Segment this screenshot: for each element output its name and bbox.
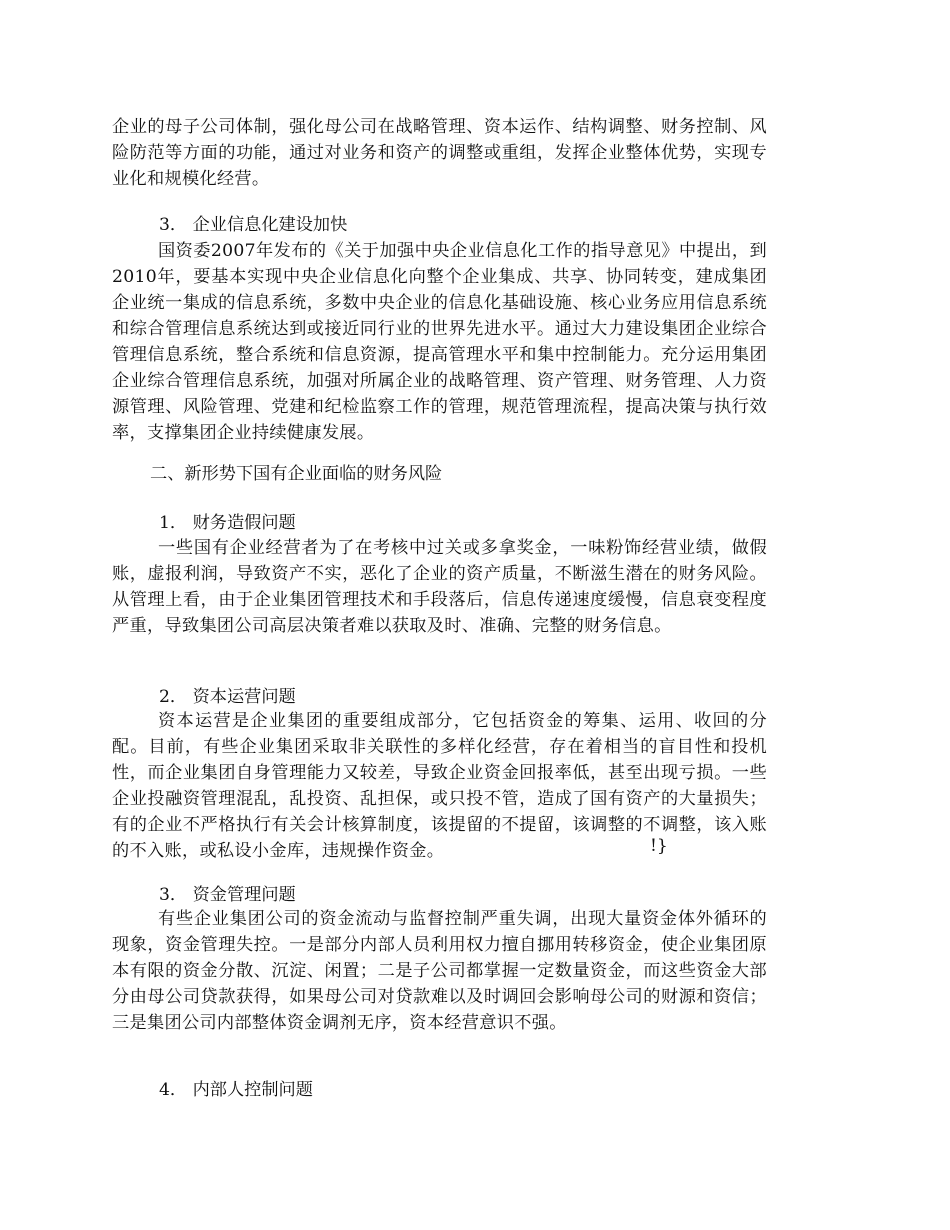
paragraph-financial-fraud: 一些国有企业经营者为了在考核中过关或多拿奖金，一味粉饰经营业绩，做假账，虚报利润，导致资产不实，恶化了企业的资产质量，不断滋生潜在的财务风险。从管理上看，由于企业集团管理技术和手段落后，信息传递速度缓慢，信息衰变程度严重，导致集团公司高层决策者难以获取及时、准确、完整的财务信息。 [112, 538, 767, 636]
heading-financial-fraud: 1． 财务造假问题 [159, 513, 296, 533]
heading-informatization: 3． 企业信息化建设加快 [159, 215, 348, 235]
heading-capital-operation: 2． 资本运营问题 [159, 687, 296, 707]
paragraph-parent-company: 企业的母子公司体制，强化母公司在战略管理、资本运作、结构调整、财务控制、风险防范等方面的功能，通过对业务和资产的调整或重组，发挥企业整体优势，实现专业化和规模化经营。 [112, 117, 767, 189]
heading-funds-management: 3． 资金管理问题 [159, 885, 296, 905]
paragraph-funds-management: 有些企业集团公司的资金流动与监督控制严重失调，出现大量资金体外循环的现象，资金管理失控。一是部分内部人员利用权力擅自挪用转移资金，使企业集团原本有限的资金分散、沉淀、闲置；二是子公司都掌握一定数量资金，而这些资金大部分由母公司贷款获得，如果母公司对贷款难以及时调回会影响母公司的财源和资信；三是集团公司内部整体资金调剂无序，资本经营意识不强。 [112, 909, 767, 1033]
paragraph-capital-operation: 资本运营是企业集团的重要组成部分，它包括资金的筹集、运用、收回的分配。目前，有些企业集团采取非关联性的多样化经营，存在着相当的盲目性和投机性，而企业集团自身管理能力又较差，导致企业资金回报率低，甚至出现亏损。一些企业投融资管理混乱，乱投资、乱担保，或只投不管，造成了国有资产的大量损失；有的企业不严格执行有关会计核算制度，该提留的不提留，该调整的不调整，该入账的不入账，或私设小金库，违规操作资金。 [112, 711, 767, 861]
paragraph-informatization: 国资委2007年发布的《关于加强中央企业信息化工作的指导意见》中提出，到2010年，要基本实现中央企业信息化向整个企业集成、共享、协同转变，建成集团企业统一集成的信息系统，多数中央企业的信息化基础设施、核心业务应用信息系统和综合管理信息系统达到或接近同行业的世界先进水平。通过大力建设集团企业综合管理信息系统，整合系统和信息资源，提高管理水平和集中控制能力。充分运用集团企业综合管理信息系统，加强对所属企业的战略管理、资产管理、财务管理、人力资源管理、风险管理、党建和纪检监察工作的管理，规范管理流程，提高决策与执行效率，支撑集团企业持续健康发展。 [112, 241, 767, 443]
stray-glyphs: !} [650, 836, 668, 856]
section-heading-financial-risk: 二、新形势下国有企业面临的财务风险 [150, 464, 443, 484]
heading-insider-control: 4． 内部人控制问题 [159, 1080, 313, 1100]
